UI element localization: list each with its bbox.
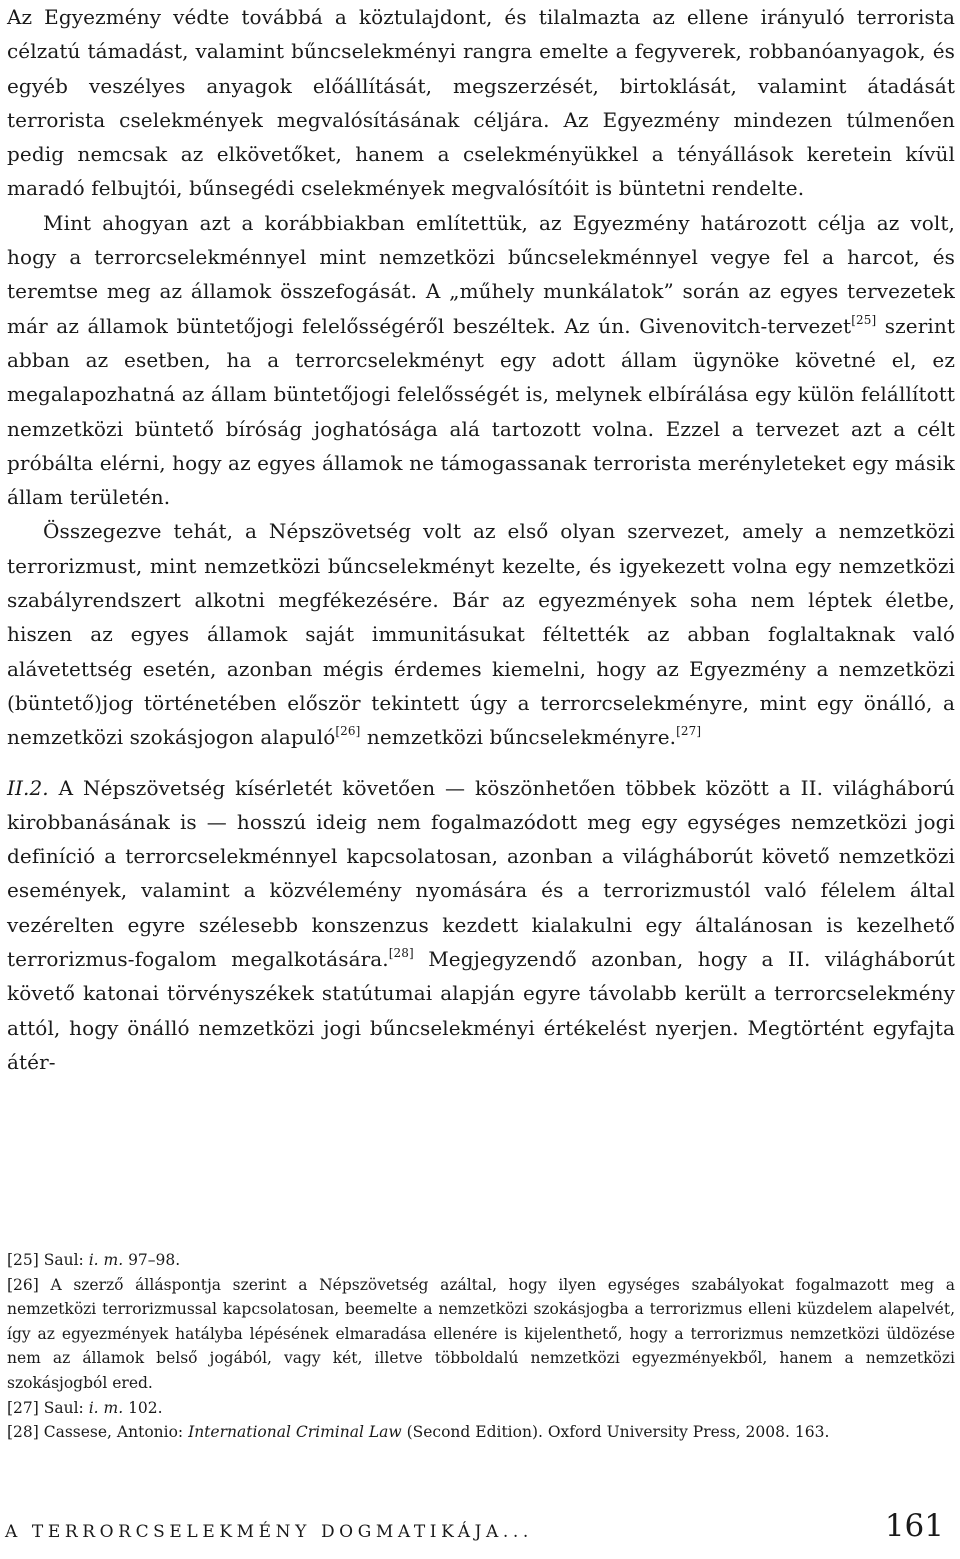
footnote-27 <box>7 1396 955 1421</box>
running-head: A TERRORCSELEKMÉNY DOGMATIKÁJA... <box>5 1522 533 1542</box>
paragraph-2 <box>7 206 955 515</box>
footnote-27-text-b: 102. <box>123 1398 163 1417</box>
footnote-28-italic: International Criminal Law <box>188 1423 402 1442</box>
footnote-25-text-b: 97–98. <box>123 1251 181 1269</box>
paragraph-2-text-b: szerint abban az esetben, ha a terrorcselekményt egy adott állam ügynöke követné el, ez megalapozhatná az állam büntetőjogi felelősségét is, melynek elbírálása egy külön felállított nemzetközi büntető bíróság joghatósága alá tartozott volna. Ezzel a tervezet azt a célt próbálta elérni, hogy az egyes államok ne támogassanak terrorista merényleteket egy másik állam területén. <box>7 313 955 510</box>
footnote-ref-26[interactable]: [26] <box>335 724 361 739</box>
paragraph-2-text-a: Mint ahogyan azt a korábbiakban említettük, az Egyezmény határozott célja az volt, hogy a terrorcselekménnyel mint nemzetközi bűncselekménnyel vegye fel a harcot, és teremtse meg az államok összefogását. A „műhely munkálatok” során az egyes tervezetek már az államok büntetőjogi felelősségéről beszéltek. Az ún. Givenovitch-tervezet <box>7 210 955 338</box>
paragraph-3 <box>7 514 955 754</box>
section-label: II.2. <box>7 775 49 800</box>
footnote-28 <box>7 1420 955 1445</box>
paragraph-4-text-b: Megjegyzendő azonban, hogy a II. világháborút követő katonai törvényszékek statútumai alapján egyre távolabb került a terrorcselekmény attól, hogy önálló nemzetközi jogi bűncselekményi értékelést nyerjen. Megtörtént egyfajta átér- <box>7 947 955 1074</box>
paragraph-4-text-a: A Népszövetség kísérletét követően — köszönhetően többek között a II. világháború kirobbanásának is — hosszú ideig nem fogalmazódott meg egy egységes nemzetközi jogi definíció a terrorcselekménnyel kapcsolatosan, azonban a világháborút követő nemzetközi események, valamint a közvélemény nyomására és a terrorizmustól való félelem által vezérelten egyre szélesebb konszenzus kezdett kialakulni egy általánosan is kezelhető terrorizmus-fogalom megalkotására. <box>7 775 955 972</box>
paragraph-3-text-a: Összegezve tehát, a Népszövetség volt az első olyan szervezet, amely a nemzetközi terrorizmust, mint nemzetközi bűncselekményt kezelte, és igyekezett volna egy nemzetközi szabályrendszert alkotni megfékezésére. Bár az egyezmények soha nem léptek életbe, hiszen az egyes államok saját immunitásukat féltették az abban foglaltaknak való alávetettség esetén, azonban mégis érdemes kiemelni, hogy az Egyezmény a nemzetközi (büntető)jog történetében először tekintett úgy a terrorcselekményre, mint egy önálló, a nemzetközi szokásjogon alapuló <box>7 519 955 750</box>
paragraph-3-text-b: nemzetközi bűncselekményre. <box>360 725 677 750</box>
paragraph-1-text: Az Egyezmény védte továbbá a köztulajdont, és tilalmazta az ellene irányuló terrorista célzatú támadást, valamint bűncselekményi rangra emelte a fegyverek, robbanóanyagok, és egyéb veszélyes anyagok előállítását, megszerzését, birtoklását, valamint átadását terrorista cselekmények megvalósításának céljára. Az Egyezmény mindezen túlmenően pedig nemcsak az elkövetőket, hanem a cselekményükkel a tényállások keretein kívül maradó felbujtói, bűnsegédi cselekmények megvalósítóit is büntetni rendelte. <box>7 5 955 201</box>
footnotes <box>7 1248 955 1445</box>
page-number: 161 <box>884 1508 944 1544</box>
footnote-25 <box>7 1248 955 1273</box>
footnote-ref-27[interactable]: [27] <box>676 724 702 739</box>
footnote-ref-25[interactable]: [25] <box>851 312 877 327</box>
footnote-26: [26] A szerző álláspontja szerint a Népszövetség azáltal, hogy ilyen egységes szabályokat fogalmazott meg a nemzetközi terrorizmussal kapcsolatosan, beemelte a nemzetközi szokásjogba a terrorizmus elleni küzdelem alapelvét, így az egyezmények hatályba lépésének elmaradása ellenére is kijelenthető, hogy a terrorizmus nemzetközi üldözése nem az államok belső jogából, vagy két, illetve többoldalú nemzetközi egyezményekből, hanem a nemzetközi szokásjogból ered. <box>7 1275 955 1392</box>
footnote-28-text-a: [28] Cassese, Antonio: <box>7 1423 189 1442</box>
footnote-28-text-b: (Second Edition). Oxford University Press, 2008. 163. <box>401 1423 830 1442</box>
footnote-ref-28[interactable]: [28] <box>388 946 414 961</box>
footnote-25-text-a: [25] Saul: <box>7 1251 89 1269</box>
paragraph-4 <box>7 771 955 1080</box>
footnote-25-italic: i. m. <box>88 1251 124 1269</box>
paragraph-1 <box>7 0 955 206</box>
footnote-27-italic: i. m. <box>88 1398 124 1417</box>
body-text <box>7 0 955 1079</box>
footnote-27-text-a: [27] Saul: <box>7 1398 89 1417</box>
